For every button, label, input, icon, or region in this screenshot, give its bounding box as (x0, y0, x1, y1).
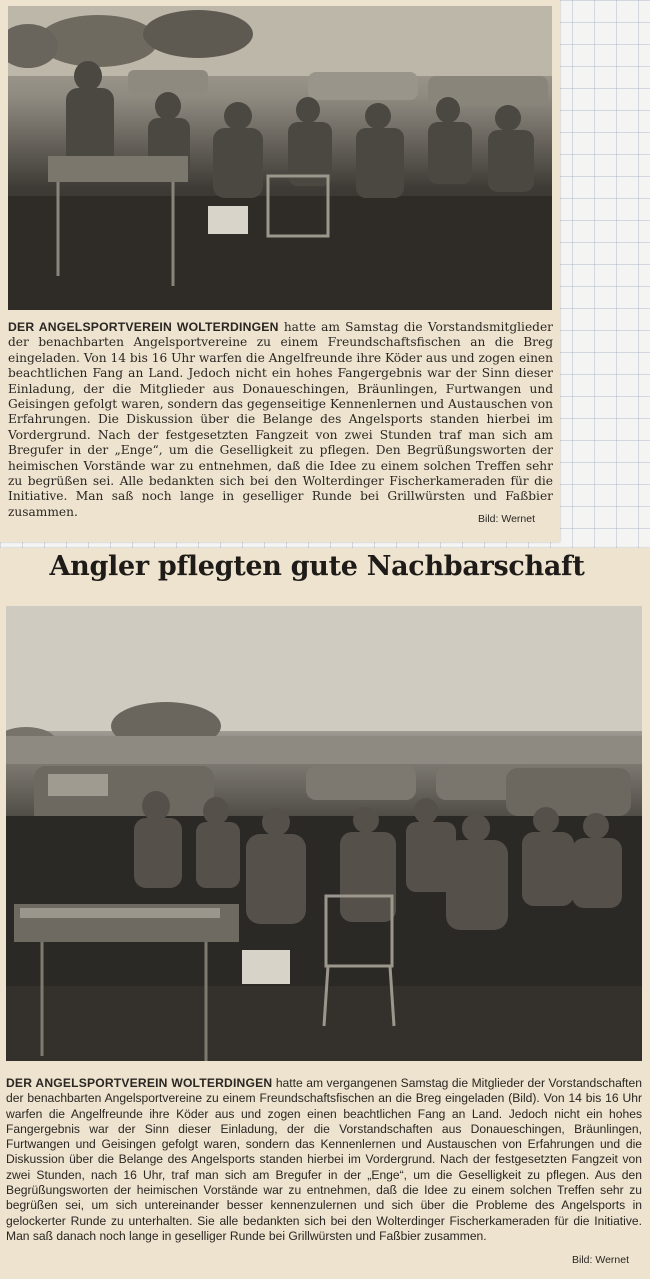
bottom-caption-lead: DER ANGELSPORTVEREIN WOLTERDINGEN (6, 1076, 273, 1090)
top-article-caption (8, 320, 553, 520)
top-photo-credit: Bild: Wernet (478, 513, 535, 525)
article-headline: Angler pflegten gute Nachbarschaft (49, 551, 585, 582)
top-photo-illustration (8, 6, 552, 310)
top-newspaper-clipping (0, 0, 560, 542)
bottom-newspaper-clipping (0, 548, 650, 1279)
bottom-article-photo (6, 606, 642, 1061)
bottom-photo-illustration (6, 606, 642, 1061)
bottom-article-caption (6, 1076, 642, 1244)
top-caption-body: hatte am Samstag die Vorstandsmitglieder der benachbarten Angelsportvereine zu einem Freundschaftsfischen an die Breg eingeladen. Von 14 bis 16 Uhr warfen die Angelfreunde ihre Köder aus und zogen einen beachtlichen Fang an Land. Jedoch nicht ein hohes Fangergebnis war der Sinn dieser Einladung, der die Mitglieder aus Donaueschingen, Bräunlingen, Furtwangen und Geisingen gefolgt waren, sondern das gegenseitige Kennenlernen und Austauschen von Erfahrungen. Die Diskussion über die Belange des Angelsports standen hierbei im Vordergrund. Nach der festgesetzten Fangzeit von zwei Stunden traf man sich am Bregufer in der „Enge“, um die Geselligkeit zu pflegen. Den Begrüßungsworten der heimischen Vorstände war zu entnehmen, daß die Idee zu einem solchen Treffen sehr zu begrüßen sei. Alle bedankten sich bei den Wolterdinger Fischerkameraden für die Initiative. Man saß noch lange in geselliger Runde bei Grillwürsten und Faßbier zusammen. (8, 320, 554, 519)
bottom-caption-body: hatte am vergangenen Samstag die Mitglieder der Vorstandschaften der benachbarten Angelsportvereine zu einem Freundschaftsfischen an die Breg eingeladen (Bild). Von 14 bis 16 Uhr warfen die Angelfreunde ihre Köder aus und zogen einen beachtlichen Fang an Land. Jedoch nicht ein hohes Fangergebnis war der Sinn dieser Einladung, der die Vorstandschaften aus Donaueschingen, Bräunlingen, Furtwangen und Geisingen gefolgt waren, sondern das Kennenlernen und Austauschen von Erfahrungen und die Diskussion über die Belange des Angelsports standen hierbei im Vordergrund. Nach der festgesetzten Fangzeit von zwei Stunden, nach 16 Uhr, traf man sich am Bregufer in der „Enge“, um die Geselligkeit zu pflegen. Aus den Begrüßungsworten der heimischen Vorstände war zu entnehmen, daß die Idee zu einem solchen Treffen sehr zu begrüßen sei, um sich untereinander besser kennenzulernen und sich über die Probleme des Angelsports in gelockerter Runde zu unterhalten. Sie alle bedankten sich bei den Wolterdinger Fischerkameraden für die Initiative. Man saß danach noch lange in geselliger Runde bei Grillwürsten und Faßbier zusammen. (6, 1076, 642, 1243)
top-article-photo (8, 6, 552, 310)
headline-container (0, 551, 642, 591)
bottom-photo-credit: Bild: Wernet (572, 1254, 629, 1266)
top-caption-lead: DER ANGELSPORTVEREIN WOLTERDINGEN (8, 320, 279, 334)
